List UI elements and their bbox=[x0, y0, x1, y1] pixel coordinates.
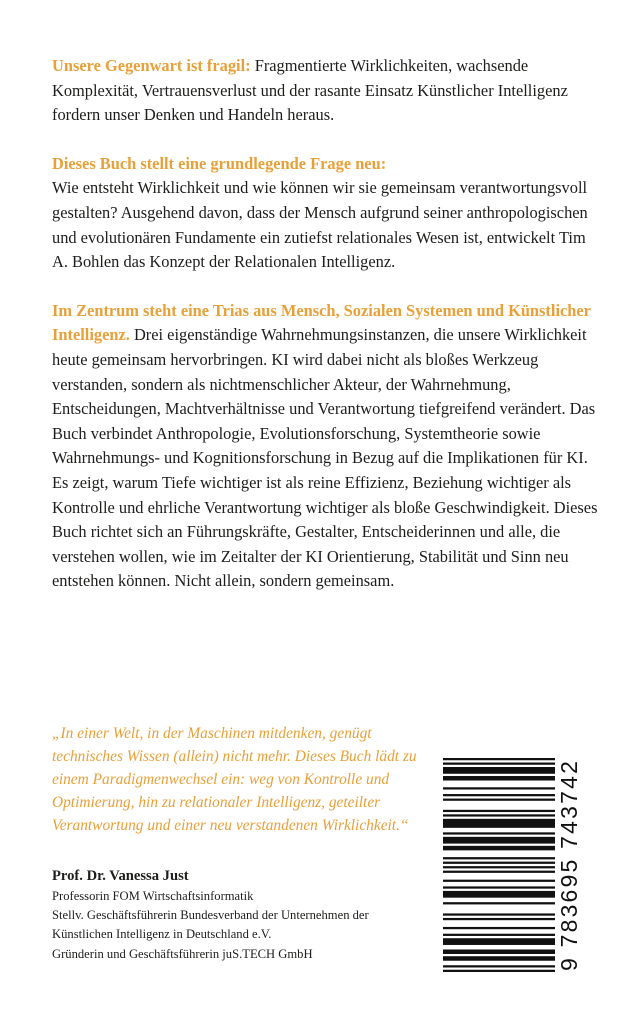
question-paragraph bbox=[52, 152, 600, 275]
barcode-bar bbox=[443, 857, 555, 859]
endorser-role-3: Gründerin und Geschäftsführerin juS.TECH GmbH bbox=[52, 946, 313, 961]
barcode-bar bbox=[443, 918, 555, 920]
barcode-bar bbox=[443, 956, 555, 961]
barcode-bar bbox=[443, 913, 555, 915]
barcode-bar bbox=[443, 846, 555, 851]
blurb bbox=[52, 54, 600, 618]
barcode-bar bbox=[443, 902, 555, 904]
trias-lead: Im Zentrum steht eine Trias aus Mensch, Sozialen Systemen und Künstlicher Intelligenz. bbox=[52, 300, 591, 345]
barcode-bar bbox=[443, 810, 555, 812]
barcode-bar bbox=[443, 794, 555, 796]
endorsement-quote: „In einer Welt, in der Maschinen mitdenken, genügt technisches Wissen (allein) nicht mehr. Dieses Buch lädt zu einem Paradigmenwechsel ein: weg von Kontrolle und Optimierung, hin zu relationaler Intelligenz, geteilter Verantwortung und einer neu verstandenen Wirklichkeit.“ bbox=[52, 725, 417, 834]
barcode-bar bbox=[443, 970, 555, 972]
barcode-bar bbox=[443, 965, 555, 967]
endorser-role-1: Professorin FOM Wirtschaftsinformatik bbox=[52, 889, 254, 903]
barcode-bar bbox=[443, 891, 555, 898]
barcode-bar bbox=[443, 837, 555, 844]
barcode-bar bbox=[443, 927, 555, 929]
barcode-bar bbox=[443, 758, 555, 760]
question-text: Wie entsteht Wirklichkeit und wie können wir sie gemeinsam verantwortungsvoll gestalten? Ausgehend davon, dass der Mensch aufgrund seiner anthropologischen und evolutionären Fundamente ein zutiefst relationales Wesen ist, entwickelt Tim A. Bohlen das Konzept der Relationalen Intelligenz. bbox=[52, 178, 588, 272]
barcode-bar bbox=[443, 938, 555, 945]
question-lead: Dieses Buch stellt eine grundlegende Frage neu: bbox=[52, 153, 387, 173]
barcode-bar bbox=[443, 871, 555, 873]
barcode-bar bbox=[443, 767, 555, 774]
endorsement-attribution bbox=[52, 866, 424, 964]
barcode-bar bbox=[443, 866, 555, 868]
barcode-bar bbox=[443, 814, 555, 816]
barcode-bar bbox=[443, 880, 555, 882]
trias-paragraph bbox=[52, 299, 600, 594]
barcode-bar bbox=[443, 886, 555, 888]
barcode-bar bbox=[443, 949, 555, 954]
isbn-number: 9 783695 743742 bbox=[556, 758, 582, 972]
barcode-bar bbox=[443, 799, 555, 801]
trias-text: Drei eigenständige Wahrnehmungsinstanzen, die unsere Wirklichkeit heute gemeinsam hervorbringen. KI wird dabei nicht als bloßes Werkzeug verstanden, sondern als nichtmenschlicher Akteur, der Wahrnehmung, Entscheidungen, Machtverhältnisse und Verantwortung tiefgreifend verändert. Das Buch verbindet Anthropologie, Evolutionsforschung, Systemtheorie sowie Wahrnehmungs- und Kognitionsforschung in Bezug auf die Implikationen für KI. Es zeigt, warum Tiefe wichtiger ist als reine Effizienz, Beziehung wichtiger als Kontrolle und ehrliche Verantwortung wichtiger als bloße Geschwindigkeit. Dieses Buch richtet sich an Führungskräfte, Gestalter, Entscheiderinnen und alle, die verstehen wollen, wie im Zeitalter der KI Orientierung, Stabilität und Sinn neu entstehen können. Nicht allein, sondern gemeinsam. bbox=[52, 325, 598, 591]
barcode-bar bbox=[443, 776, 555, 781]
endorser-name: Prof. Dr. Vanessa Just bbox=[52, 868, 189, 884]
intro-text: Fragmentierte Wirklichkeiten, wachsende Komplexität, Vertrauensverlust und der rasante Einsatz Künstlicher Intelligenz fordern unser Denken und Handeln heraus. bbox=[52, 56, 568, 125]
barcode-bars bbox=[443, 758, 555, 972]
barcode-bar bbox=[443, 763, 555, 765]
barcode-bar bbox=[443, 862, 555, 864]
endorser-role-2: Stellv. Geschäftsführerin Bundesverband der Unternehmen der Künstlichen Intelligenz in Deutschland e.V. bbox=[52, 908, 369, 942]
intro-paragraph bbox=[52, 54, 600, 128]
barcode-bar bbox=[443, 832, 555, 834]
intro-lead: Unsere Gegenwart ist fragil: bbox=[52, 56, 251, 75]
barcode-bar bbox=[443, 819, 555, 828]
barcode-bar bbox=[443, 787, 555, 789]
barcode-bar bbox=[443, 934, 555, 936]
